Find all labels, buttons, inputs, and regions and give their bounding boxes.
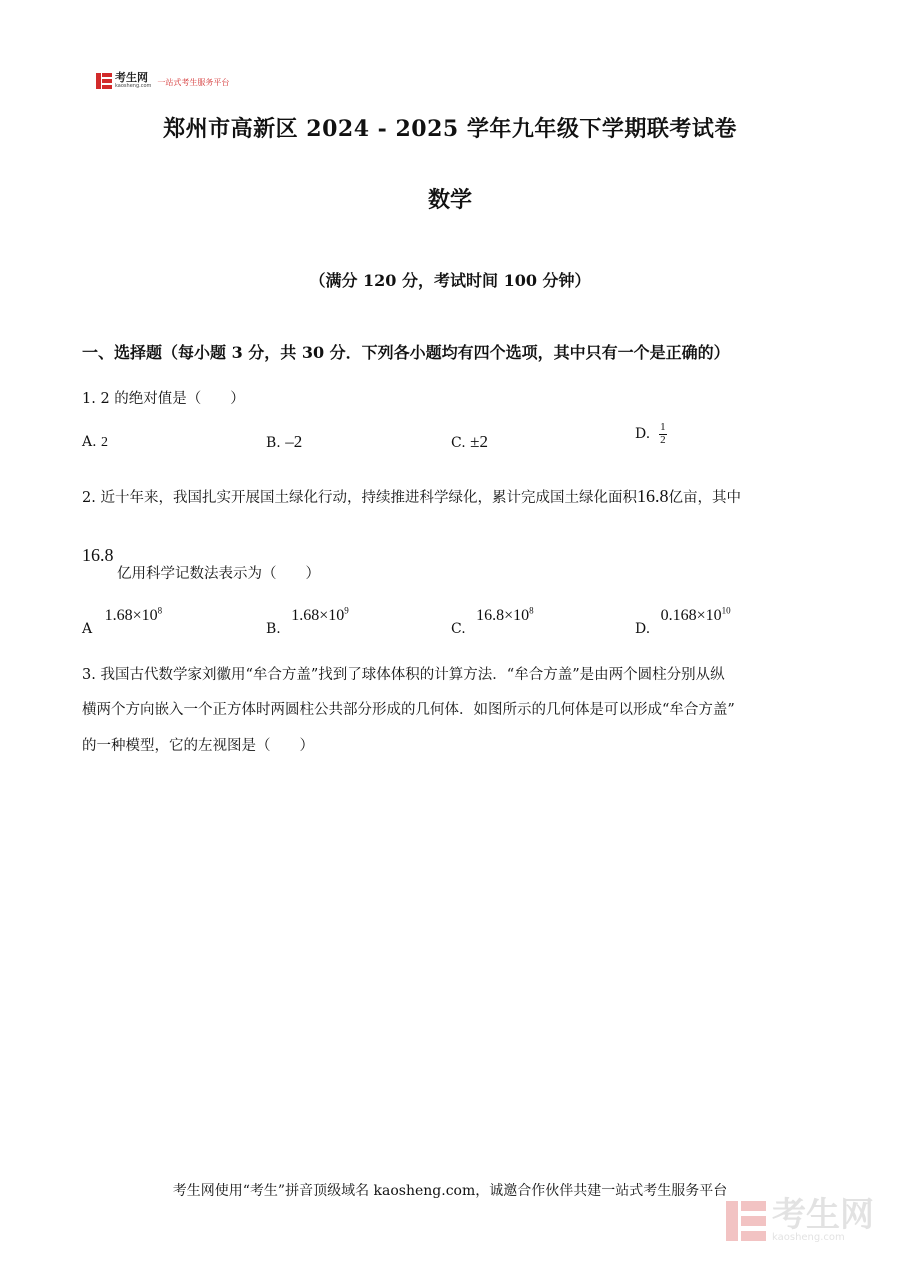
area-value: 16.8 xyxy=(636,486,669,506)
question-text: 我国古代数学家刘徽用“牟合方盖”找到了球体体积的计算方法．“牟合方盖”是由两个圆柱分别从纵 xyxy=(100,667,725,683)
option-b: B. $1.68\times 10^9$ xyxy=(266,606,349,638)
question-1 xyxy=(82,387,245,408)
question-text: 近十年来，我国扎实开展国土绿化行动，持续推进科学绿化，累计完成国土绿化面积 xyxy=(100,490,637,506)
question-3-line3: 的一种模型，它的左视图是（ ） xyxy=(82,738,314,754)
watermark xyxy=(726,1195,874,1243)
brand-logo xyxy=(96,72,229,89)
question-text: 2 的绝对值是（ ） xyxy=(100,391,245,407)
question-3-line2: 横两个方向嵌入一个正方体时两圆柱公共部分形成的几何体．如图所示的几何体是可以形成“牟合方盖” xyxy=(82,702,735,718)
exam-subject: 数学 xyxy=(427,187,472,213)
question-number: 1. xyxy=(82,391,96,407)
logo-domain: kaosheng.com xyxy=(115,83,152,89)
logo-icon xyxy=(96,73,112,89)
question-number: 2. xyxy=(82,490,96,506)
watermark-domain: kaosheng.com xyxy=(772,1232,845,1243)
option-a: A $1.68\times 10^8$ xyxy=(82,606,163,638)
fraction: $\frac{1}{2}$ xyxy=(660,421,666,446)
watermark-name: 考生网 xyxy=(772,1195,874,1235)
option-c: C. $16.8\times 10^8$ xyxy=(451,606,534,638)
option-d: D. $\frac{1}{2}$ xyxy=(635,421,666,446)
option-a: A. 2 xyxy=(82,434,109,450)
option-d: D. $0.168\times 10^{10}$ xyxy=(635,606,731,638)
question-2: 2. 近十年来，我国扎实开展国土绿化行动，持续推进科学绿化，累计完成国土绿化面积16.8亿亩，其中 xyxy=(82,486,741,506)
area-value-repeat: 16.8 xyxy=(82,545,114,565)
page-footer: 考生网使用“考生”拼音顶级域名 kaosheng.com，诚邀合作伙伴共建一站式考生服务平台 xyxy=(172,1183,728,1199)
question-number: 3. xyxy=(82,667,96,683)
watermark-logo-icon xyxy=(726,1201,766,1241)
logo-slogan: 一站式考生服务平台 xyxy=(157,78,230,87)
question-3 xyxy=(82,663,725,684)
exam-note: （满分 120 分，考试时间 100 分钟） xyxy=(309,271,591,290)
logo-name: 考生网 xyxy=(115,71,148,84)
question-2-line2: 亿用科学记数法表示为（ ） xyxy=(117,566,320,582)
option-b: B. –2 xyxy=(266,432,303,451)
exam-title: 郑州市高新区 2024 - 2025 学年九年级下学期联考试卷 xyxy=(163,116,737,142)
section-heading: 一、选择题（每小题 3 分，共 30 分．下列各小题均有四个选项，其中只有一个是正确的） xyxy=(82,343,730,362)
option-c: C. ±2 xyxy=(451,432,488,451)
